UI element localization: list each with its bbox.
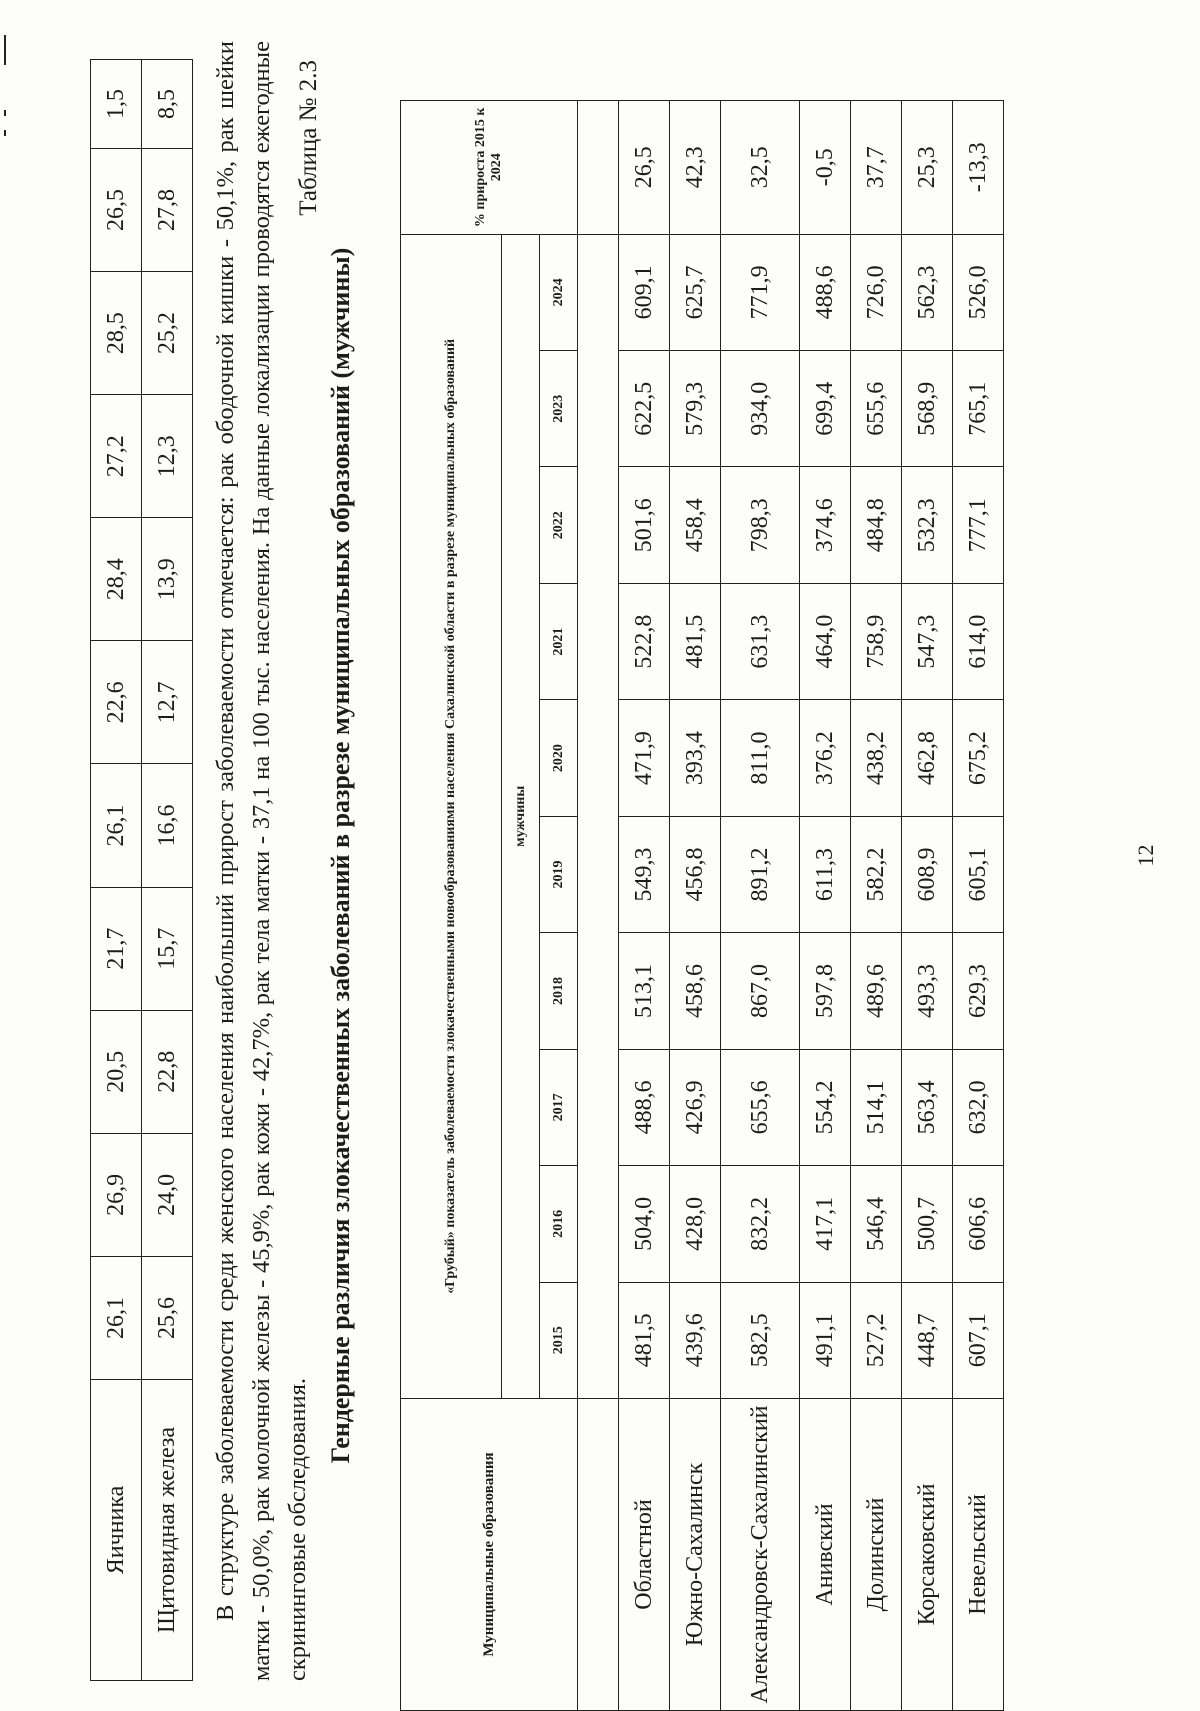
table-cell: 481,5 [670,583,721,699]
table-cell: 771,9 [721,234,800,350]
municipality-name: Областной [619,1398,670,1710]
table-cell: 522,8 [619,583,670,699]
header-year: 2017 [540,1049,578,1165]
header-year: 2024 [540,234,578,350]
table-row [619,101,670,1711]
table-cell: 631,3 [721,583,800,699]
table-number-label: Таблица № 2.3 [295,60,322,216]
table-cell: 28,4 [91,518,142,641]
table-cell: 8,5 [142,60,193,149]
table-cell: 13,9 [142,518,193,641]
table-cell: 481,5 [619,1282,670,1398]
table-cell: 374,6 [800,467,851,583]
page-number: 12 [1133,844,1158,867]
table-cell: 24,0 [142,1133,193,1256]
table-cell: 891,2 [721,816,800,932]
table-cell: 12,3 [142,395,193,518]
table-cell: 471,9 [619,700,670,816]
table-cell: 867,0 [721,933,800,1049]
table-cell: 605,1 [953,816,1004,932]
table-cell: 21,7 [91,887,142,1010]
table-cell: 462,8 [902,700,953,816]
table-row [142,60,193,1681]
table-cell: 1,5 [91,60,142,149]
table-cell: 629,3 [953,933,1004,1049]
table-cell: 546,4 [851,1166,902,1282]
table-cell: 464,0 [800,583,851,699]
header-year: 2023 [540,351,578,467]
table-cell: 16,6 [142,764,193,887]
table-cell: 491,1 [800,1282,851,1398]
table-cell: 582,2 [851,816,902,932]
municipality-name: Южно-Сахалинск [670,1398,721,1710]
growth-cell: 42,3 [670,101,721,235]
growth-cell: 26,5 [619,101,670,235]
empty-cell [578,234,619,1398]
growth-cell: 37,7 [851,101,902,235]
table-cell: 22,6 [91,641,142,764]
table-cell: 493,3 [902,933,953,1049]
table-cell: 26,1 [91,764,142,887]
header-rate: «Грубый» показатель заболеваемости злокачественными новообразованиями населения Сахалинской области в разрезе муниципальных образований [401,234,502,1398]
table-cell: 25,2 [142,272,193,395]
growth-cell: -0,5 [800,101,851,235]
table-cell: 632,0 [953,1049,1004,1165]
table-cell: 513,1 [619,933,670,1049]
table-cell: 811,0 [721,700,800,816]
municipality-name: Невельский [953,1398,1004,1710]
growth-cell: 25,3 [902,101,953,235]
row-label: Щитовидная железа [142,1380,193,1681]
table-cell: 489,6 [851,933,902,1049]
empty-cell [578,1398,619,1710]
table-cell: 456,8 [670,816,721,932]
table-cell: 28,5 [91,272,142,395]
header-year: 2015 [540,1282,578,1398]
table-cell: 438,2 [851,700,902,816]
table-title: Гендерные различия злокачественных заболеваний в разрезе муниципальных образований (мужчины) [326,247,355,1464]
main-data-table [400,100,1004,1711]
table-cell: 428,0 [670,1166,721,1282]
table-cell: 568,9 [902,351,953,467]
table-cell: 484,8 [851,467,902,583]
table-cell: 554,2 [800,1049,851,1165]
table-cell: 562,3 [902,234,953,350]
table-cell: 798,3 [721,467,800,583]
table-cell: 606,6 [953,1166,1004,1282]
table-cell: 532,3 [902,467,953,583]
table-cell: 426,9 [670,1049,721,1165]
table-cell: 625,7 [670,234,721,350]
header-municipality: Муниципальные образования [401,1398,578,1710]
table-cell: 549,3 [619,816,670,932]
growth-cell: -13,3 [953,101,1004,235]
header-year: 2022 [540,467,578,583]
table-row [670,101,721,1711]
table-cell: 563,4 [902,1049,953,1165]
table-cell: 26,1 [91,1256,142,1379]
table-cell: 458,4 [670,467,721,583]
table-row-empty [578,101,619,1711]
table-cell: 582,5 [721,1282,800,1398]
header-year: 2021 [540,583,578,699]
table-cell: 20,5 [91,1010,142,1133]
table-cell: 608,9 [902,816,953,932]
table-cell: 832,2 [721,1166,800,1282]
municipality-name: Александровск-Сахалинский [721,1398,800,1710]
table-cell: 597,8 [800,933,851,1049]
table-cell: 655,6 [721,1049,800,1165]
header-year: 2018 [540,933,578,1049]
table-cell: 609,1 [619,234,670,350]
table-cell: 439,6 [670,1282,721,1398]
row-label: Яичника [91,1380,142,1681]
table-cell: 655,6 [851,351,902,467]
municipality-name: Корсаковский [902,1398,953,1710]
municipality-name: Анивский [800,1398,851,1710]
header-growth: % прироста 2015 к 2024 [401,101,578,235]
table-cell: 579,3 [670,351,721,467]
table-cell: 27,8 [142,148,193,271]
table-cell: 448,7 [902,1282,953,1398]
table-cell: 488,6 [800,234,851,350]
table-row [91,60,142,1681]
table-row [800,101,851,1711]
table-cell: 777,1 [953,467,1004,583]
table-cell: 611,3 [800,816,851,932]
table-cell: 393,4 [670,700,721,816]
table-cell: 765,1 [953,351,1004,467]
header-year: 2016 [540,1166,578,1282]
table-cell: 726,0 [851,234,902,350]
table-row [902,101,953,1711]
table-cell: 12,7 [142,641,193,764]
table-cell: 26,5 [91,148,142,271]
table-cell: 622,5 [619,351,670,467]
growth-cell: 32,5 [721,101,800,235]
empty-cell [578,101,619,235]
municipality-name: Долинский [851,1398,902,1710]
table-cell: 504,0 [619,1166,670,1282]
table-cell: 500,7 [902,1166,953,1282]
table-cell: 488,6 [619,1049,670,1165]
table-cell: 607,1 [953,1282,1004,1398]
table-cell: 458,6 [670,933,721,1049]
table-cell: 514,1 [851,1049,902,1165]
table-cell: 376,2 [800,700,851,816]
table-cell: 526,0 [953,234,1004,350]
table-cell: 25,6 [142,1256,193,1379]
header-year: 2020 [540,700,578,816]
table-row [953,101,1004,1711]
table-cell: 934,0 [721,351,800,467]
table-cell: 26,9 [91,1133,142,1256]
table-cell: 527,2 [851,1282,902,1398]
table-cell: 501,6 [619,467,670,583]
top-data-table [90,59,193,1681]
table-cell: 614,0 [953,583,1004,699]
table-cell: 547,3 [902,583,953,699]
table-cell: 699,4 [800,351,851,467]
table-cell: 27,2 [91,395,142,518]
table-cell: 417,1 [800,1166,851,1282]
table-cell: 22,8 [142,1010,193,1133]
body-paragraph: В структуре заболеваемости среди женского населения наибольший прирост заболеваемости отмечается: рак ободочной кишки - 50,1%, рак шейки матки - 50,0%, рак молочной железы - 45,9%, рак кожи - 42,7%, рак тела матки - 37,1 на 100 тыс. населения. На данные локализации проводятся ежегодные скрининговые обследования. [212,41,311,1681]
header-men: мужчины [502,234,540,1398]
header-year: 2019 [540,816,578,932]
table-cell: 675,2 [953,700,1004,816]
table-cell: 15,7 [142,887,193,1010]
table-cell: 758,9 [851,583,902,699]
table-row [721,101,800,1711]
table-row [851,101,902,1711]
